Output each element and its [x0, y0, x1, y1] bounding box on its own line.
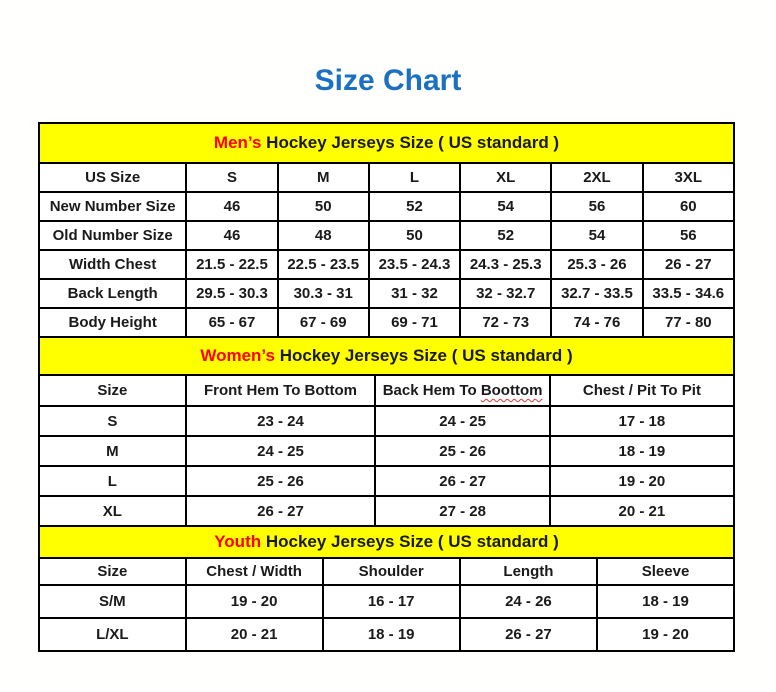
table-cell: 54	[460, 192, 551, 221]
table-cell: 19 - 20	[597, 618, 734, 651]
table-cell: 65 - 67	[186, 308, 277, 337]
table-cell: 16 - 17	[323, 585, 460, 618]
column-header: 3XL	[643, 163, 734, 192]
row-label: Width Chest	[39, 250, 186, 279]
row-label: Body Height	[39, 308, 186, 337]
table-cell: 72 - 73	[460, 308, 551, 337]
table-cell: 52	[369, 192, 460, 221]
table-cell: 24.3 - 25.3	[460, 250, 551, 279]
womens-size-table	[38, 336, 735, 527]
table-cell: 56	[643, 221, 734, 250]
table-cell: 24 - 25	[186, 436, 376, 466]
column-header: M	[278, 163, 369, 192]
table-cell: 67 - 69	[278, 308, 369, 337]
column-header: S	[186, 163, 277, 192]
table-cell: 18 - 19	[323, 618, 460, 651]
table-row	[39, 406, 734, 436]
size-chart	[38, 122, 735, 652]
column-header: L	[369, 163, 460, 192]
youth-banner-text: Hockey Jerseys Size ( US standard )	[261, 532, 559, 551]
table-cell: 20 - 21	[550, 496, 734, 526]
row-label: L	[39, 466, 186, 496]
womens-banner	[39, 337, 734, 375]
table-cell: 22.5 - 23.5	[278, 250, 369, 279]
table-cell: 25 - 26	[186, 466, 376, 496]
column-header: US Size	[39, 163, 186, 192]
table-cell: 25 - 26	[375, 436, 549, 466]
table-cell: 46	[186, 192, 277, 221]
table-cell: 32 - 32.7	[460, 279, 551, 308]
table-cell: 33.5 - 34.6	[643, 279, 734, 308]
table-cell: 19 - 20	[186, 585, 323, 618]
womens-banner-text: Hockey Jerseys Size ( US standard )	[274, 346, 573, 365]
row-label: XL	[39, 496, 186, 526]
table-row	[39, 192, 734, 221]
column-header: Shoulder	[323, 558, 460, 585]
table-cell: 26 - 27	[460, 618, 597, 651]
table-row	[39, 496, 734, 526]
table-cell: 54	[551, 221, 642, 250]
womens-banner-row	[39, 337, 734, 375]
mens-header-row	[39, 163, 734, 192]
youth-size-table	[38, 525, 735, 652]
mens-banner	[39, 123, 734, 163]
column-header: Sleeve	[597, 558, 734, 585]
table-cell: 50	[278, 192, 369, 221]
table-cell: 69 - 71	[369, 308, 460, 337]
table-row	[39, 279, 734, 308]
table-cell: 23.5 - 24.3	[369, 250, 460, 279]
column-header: Chest / Pit To Pit	[550, 375, 734, 406]
column-header: Front Hem To Bottom	[186, 375, 376, 406]
table-row	[39, 250, 734, 279]
column-header: XL	[460, 163, 551, 192]
row-label: S/M	[39, 585, 186, 618]
table-cell: 17 - 18	[550, 406, 734, 436]
table-cell: 26 - 27	[186, 496, 376, 526]
youth-banner-row	[39, 526, 734, 558]
table-cell: 18 - 19	[550, 436, 734, 466]
table-row	[39, 221, 734, 250]
mens-banner-text: Hockey Jerseys Size ( US standard )	[261, 133, 560, 152]
table-cell: 26 - 27	[375, 466, 549, 496]
table-row	[39, 308, 734, 337]
row-label: Back Length	[39, 279, 186, 308]
table-cell: 56	[551, 192, 642, 221]
row-label: M	[39, 436, 186, 466]
row-label: L/XL	[39, 618, 186, 651]
table-cell: 30.3 - 31	[278, 279, 369, 308]
row-label: Old Number Size	[39, 221, 186, 250]
table-cell: 20 - 21	[186, 618, 323, 651]
table-row	[39, 618, 734, 651]
table-cell: 48	[278, 221, 369, 250]
misspelled-word: Boottom	[480, 382, 543, 399]
column-header-text: Back Hem To	[382, 382, 481, 399]
table-cell: 46	[186, 221, 277, 250]
column-header: Size	[39, 375, 186, 406]
table-cell: 23 - 24	[186, 406, 376, 436]
table-cell: 31 - 32	[369, 279, 460, 308]
table-cell: 32.7 - 33.5	[551, 279, 642, 308]
column-header: Length	[460, 558, 597, 585]
table-cell: 52	[460, 221, 551, 250]
column-header: Chest / Width	[186, 558, 323, 585]
table-row	[39, 436, 734, 466]
mens-banner-row	[39, 123, 734, 163]
table-cell: 21.5 - 22.5	[186, 250, 277, 279]
table-cell: 60	[643, 192, 734, 221]
youth-banner-highlight: Youth	[214, 532, 262, 551]
row-label: New Number Size	[39, 192, 186, 221]
page-title: Size Chart	[314, 64, 462, 97]
table-row	[39, 585, 734, 618]
table-cell: 77 - 80	[643, 308, 734, 337]
womens-header-row	[39, 375, 734, 406]
table-row	[39, 466, 734, 496]
table-cell: 26 - 27	[643, 250, 734, 279]
row-label: S	[39, 406, 186, 436]
mens-size-table	[38, 122, 735, 338]
table-cell: 24 - 26	[460, 585, 597, 618]
table-cell: 27 - 28	[375, 496, 549, 526]
womens-banner-highlight: Women’s	[200, 346, 275, 365]
table-cell: 29.5 - 30.3	[186, 279, 277, 308]
table-cell: 18 - 19	[597, 585, 734, 618]
table-cell: 24 - 25	[375, 406, 549, 436]
table-cell: 25.3 - 26	[551, 250, 642, 279]
youth-header-row	[39, 558, 734, 585]
column-header: 2XL	[551, 163, 642, 192]
youth-banner	[39, 526, 734, 558]
table-cell: 74 - 76	[551, 308, 642, 337]
table-cell: 19 - 20	[550, 466, 734, 496]
table-cell: 50	[369, 221, 460, 250]
column-header: Size	[39, 558, 186, 585]
mens-banner-highlight: Men’s	[213, 133, 262, 152]
column-header	[375, 375, 549, 406]
